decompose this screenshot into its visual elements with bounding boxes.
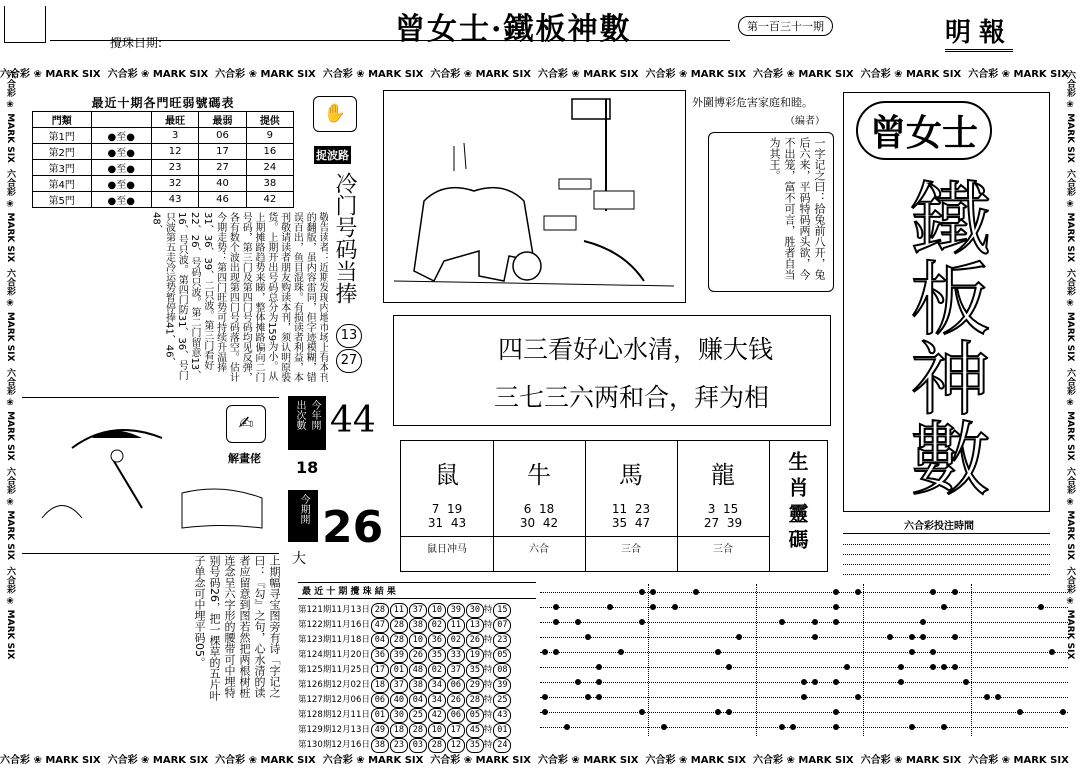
draw-date-label: 攪珠日期: [110,36,163,50]
result-ball: 01 [390,663,408,678]
dot-row [540,667,1068,669]
result-ball: 37 [409,603,427,618]
dot-row [540,712,1068,714]
result-ball: 05 [466,708,484,723]
number-dot [596,679,602,685]
special-label: 特 [483,710,493,720]
result-ball: 02 [428,618,446,633]
number-dot [639,589,645,595]
number-dot [920,619,926,625]
number-dot [855,589,861,595]
dot-row [540,607,1068,609]
number-dot [564,724,570,730]
explain-icon: ✍ [226,405,266,443]
dragon-icon: 龍 [711,461,735,489]
year-small-value: 18 [296,458,319,477]
result-ball: 34 [428,693,446,708]
cold-number-title: 冷门号码当捧 [332,172,357,304]
result-issue: 第126期12月02日 [298,680,370,690]
results-title: 最 近 十 期 攪 珠 結 果 [298,582,536,599]
number-dot [952,634,958,640]
ball-icon: ● [126,180,135,191]
dot-grid [540,584,1068,744]
ox-icon: 牛 [527,461,551,489]
special-label: 特 [483,650,493,660]
horse-icon: 馬 [619,461,643,489]
special-ball: 01 [493,723,511,738]
table-row: 第5門 ●至● 43 46 42 [33,192,294,208]
number-dot [930,664,936,670]
result-ball: 38 [371,738,389,753]
result-ball: 26 [409,648,427,663]
betting-time-title: 六合彩投注時間 [904,521,974,532]
ball-icon: ● [126,132,135,143]
special-dot [790,724,796,730]
editorial-note: 外圍博彩危害家庭和睦。 [692,96,813,109]
result-issue: 第128期12月11日 [298,710,370,720]
cold-number-2: 27 [336,349,362,373]
issue-badge: 第一百三十一期 [738,16,833,36]
result-issue: 第129期12月13日 [298,725,370,735]
result-ball: 39 [390,648,408,663]
number-dot [639,709,645,715]
special-dot [542,709,548,715]
special-dot [618,649,624,655]
zodiac-title: 生肖靈碼 [785,451,809,555]
col-header [91,112,151,128]
result-ball: 11 [390,603,408,618]
brand-logo: 明報 [945,12,1013,52]
grid-divider [971,584,972,736]
result-issue: 第124期11月20日 [298,650,370,660]
dot-row [540,727,1068,729]
cold-number-1: 13 [336,324,362,348]
ball-icon: ● [126,196,135,207]
grid-divider [756,584,757,736]
special-dot [607,604,613,610]
number-dot [650,604,656,610]
bottom-border-band: 六合彩 ❀ MARK SIX 六合彩 ❀ MARK SIX 六合彩 ❀ MARK SIX 六合彩 ❀ MARK SIX 六合彩 ❀ MARK SIX 六合彩 ❀ MARK SIX 六合彩 ❀ MARK SIX 六合彩 ❀ MARK SIX 六合彩 ❀ MARK SIX 六合彩 ❀ MARK SIX [0,755,1069,766]
number-dot [661,724,667,730]
result-ball: 30 [466,603,484,618]
number-dot [672,604,678,610]
puzzle-illustration [383,90,686,303]
number-dot [596,694,602,700]
number-dot [596,664,602,670]
dot-row [540,637,1068,639]
zodiac-cell: 龍 3 15 27 39 三合 [677,441,770,571]
number-dot [887,634,893,640]
table-row: 第4門 ●至● 32 40 38 [33,176,294,192]
number-dot [779,724,785,730]
ball-icon: ● [107,132,117,143]
col-header: 最弱 [199,112,246,128]
zodiac-box [400,440,828,572]
special-label: 特 [483,605,493,615]
zodiac-cell: 牛 6 18 30 42 六合 [493,441,586,571]
dot-row [540,592,1068,594]
number-dot [833,619,839,625]
special-label: 特 [483,680,493,690]
result-ball: 03 [409,738,427,753]
result-ball: 45 [466,723,484,738]
result-ball: 12 [447,738,465,753]
today-count-value: 26 [322,502,384,553]
brand-title: 曾女士 [856,101,992,160]
number-dot [542,694,548,700]
slogan-line-2: 三七三六两和合，拜为相 [494,383,770,412]
special-label: 特 [483,620,493,630]
catch-label: 捉波路 [314,146,351,164]
brand-block [843,92,1050,532]
notice-text: 敬告读者：近期发现内地市场上有本刊的翻版，虽内容雷同，但字迹模糊，错误百出，鱼目混珠。有损读者利益，本刊敬请读者朋友购读本刊，须认明原裝货。上期开出号码总分为159为小。从上期摊路趋势来睇，整体摊路偏向二门号码，第三门及第四门号码均见反弹，各有数个波出现第四门号码落空。估计今期走势：第四门旺势可持续升温捧31、36、39、二只波。第三门看好22、26、号码只波。第二门留意13、16、号只波。第四门防31、36、号门只波第五走冷运势暂停捧41、46、48、 [150,212,328,382]
number-dot [1060,709,1066,715]
ball-icon: ● [107,180,117,191]
today-count-label: 今期開 [288,490,318,542]
zodiac-cell: 馬 11 23 35 47 三合 [585,441,678,571]
dot-grid-inner [540,584,1068,744]
zodiac-cell: 鼠 7 19 31 43 鼠日冲马 [401,441,494,571]
table-row: 第2門 ●至● 12 17 16 [33,144,294,160]
ball-icon: ● [126,164,135,175]
number-dot [575,679,581,685]
slogan-box [393,315,831,426]
result-issue: 第125期11月25日 [298,665,370,675]
special-ball: 39 [493,678,511,693]
slogan-line-1: 四三看好心水清，赚大钱 [498,335,774,364]
number-dot [909,649,915,655]
result-ball: 35 [428,648,446,663]
result-issue: 第122期11月16日 [298,620,370,630]
result-ball: 36 [371,648,389,663]
result-ball: 23 [390,738,408,753]
result-ball: 49 [371,723,389,738]
number-dot [726,709,732,715]
number-dot [984,694,990,700]
right-border-band: 六合彩 ❀ MARK SIX 六合彩 ❀ MARK SIX 六合彩 ❀ MARK SIX 六合彩 ❀ MARK SIX 六合彩 ❀ MARK SIX 六合彩 ❀ MARK SIX [1065,70,1075,660]
number-dot [553,619,559,625]
number-dot [650,589,656,595]
number-dot [833,724,839,730]
result-ball: 40 [390,693,408,708]
dot-row [540,622,1068,624]
result-row [298,618,536,633]
number-dot [930,649,936,655]
top-border-band: 六合彩 ❀ MARK SIX 六合彩 ❀ MARK SIX 六合彩 ❀ MARK SIX 六合彩 ❀ MARK SIX 六合彩 ❀ MARK SIX 六合彩 ❀ MARK SIX 六合彩 ❀ MARK SIX 六合彩 ❀ MARK SIX 六合彩 ❀ MARK SIX 六合彩 ❀ MARK SIX [0,69,1069,80]
number-dot [898,664,904,670]
special-dot [995,694,1001,700]
result-ball: 06 [447,678,465,693]
special-ball: 25 [493,693,511,708]
ball-icon: ● [107,148,117,159]
number-dot [844,664,850,670]
year-count-label: 今年開 出次數 [288,396,326,450]
stats-table [32,111,294,208]
col-header: 門類 [33,112,92,128]
result-ball: 25 [409,708,427,723]
result-ball: 04 [409,693,427,708]
special-ball: 43 [493,708,511,723]
result-row [298,708,536,723]
result-row [298,603,536,618]
result-ball: 17 [447,723,465,738]
col-header: 提供 [246,112,293,128]
result-ball: 10 [428,603,446,618]
result-ball: 28 [390,633,408,648]
ball-icon: ● [107,164,117,175]
result-ball: 02 [428,663,446,678]
header-bar [0,0,1080,50]
result-ball: 18 [390,723,408,738]
bear-scene-illustration [384,91,684,301]
grid-divider [863,584,864,736]
number-dot [941,724,947,730]
special-ball: 15 [493,603,511,618]
ball-icon: ● [107,196,117,207]
grid-divider [648,584,649,736]
result-ball: 11 [447,618,465,633]
betting-info-lines [843,533,1050,578]
special-ball: 24 [493,738,511,753]
poem-text: 一字记之曰：拾兔前八开，兔后六来，平码特码两头欲，今不出笼，富不可言，胜者自当为其王。 [768,137,826,280]
result-ball: 01 [371,708,389,723]
explain-label: 解畫佬 [228,452,261,465]
number-dot [941,604,947,610]
number-dot [952,589,958,595]
explain-text: 上期幅寻宝图旁有诗「字记之曰：『勾』之句，心水清的读者应留意到图若然把两根树桩连念呈六字形的腰带可中埋特别号码26，把一棵草的五片叶子单念可中埋平码05。 [193,555,281,701]
number-dot [726,664,732,670]
special-dot [693,589,699,595]
number-dot [801,694,807,700]
result-row [298,678,536,693]
year-count-value: 44 [330,400,376,441]
result-ball: 37 [447,663,465,678]
result-ball: 42 [428,708,446,723]
number-dot [898,679,904,685]
result-ball: 26 [447,693,465,708]
result-row [298,633,536,648]
number-dot [553,604,559,610]
table-row: 第1門 ●至● 3 06 9 [33,128,294,144]
results-panel [298,582,536,753]
result-ball: 28 [466,693,484,708]
result-issue: 第127期12月06日 [298,695,370,705]
result-row [298,648,536,663]
result-ball: 38 [409,678,427,693]
result-ball: 36 [428,633,446,648]
result-ball: 34 [428,678,446,693]
result-ball: 26 [466,633,484,648]
result-ball: 18 [371,678,389,693]
editorial-signature: （编者） [785,116,825,127]
result-ball: 28 [428,738,446,753]
catch-icon: ✋ [313,96,357,132]
special-dot [801,679,807,685]
result-ball: 04 [371,633,389,648]
number-dot [1017,709,1023,715]
special-ball: 05 [493,648,511,663]
result-issue: 第123期11月18日 [298,635,370,645]
stats-panel [32,94,294,208]
result-ball: 02 [447,633,465,648]
result-ball: 28 [371,603,389,618]
result-ball: 48 [409,663,427,678]
result-row [298,738,536,753]
number-dot [585,694,591,700]
result-ball: 47 [371,618,389,633]
number-dot [920,634,926,640]
number-dot [1038,604,1044,610]
result-ball: 39 [447,603,465,618]
number-dot [833,679,839,685]
result-issue: 第130期12月16日 [298,740,370,750]
result-ball: 29 [466,678,484,693]
number-dot [715,709,721,715]
result-row [298,723,536,738]
special-dot [585,634,591,640]
stats-title: 最近十期各門旺弱號碼表 [91,96,235,110]
result-ball: 06 [447,708,465,723]
result-ball: 35 [466,738,484,753]
result-row [298,693,536,708]
special-label: 特 [483,665,493,675]
col-header: 最旺 [151,112,198,128]
number-dot [833,604,839,610]
result-ball: 19 [466,648,484,663]
result-issue: 第121期11月13日 [298,605,370,615]
page-title: 曾女士·鐵板神數 [395,12,632,47]
result-ball: 10 [409,633,427,648]
number-dot [542,649,548,655]
result-ball: 30 [390,708,408,723]
poem-scroll [708,132,834,292]
number-dot [930,589,936,595]
number-dot [715,649,721,655]
special-ball: 07 [493,618,511,633]
special-dot [779,619,785,625]
result-ball: 35 [466,663,484,678]
number-dot [812,679,818,685]
number-dot [909,634,915,640]
special-ball: 23 [493,633,511,648]
brand-subtitle: 鐵板神數 [897,177,990,497]
result-ball: 33 [447,648,465,663]
table-row: 第3門 ●至● 23 27 24 [33,160,294,176]
result-ball: 06 [371,693,389,708]
today-size: 大 [292,551,306,567]
result-ball: 10 [428,723,446,738]
results-rows [298,603,536,753]
special-dot [952,664,958,670]
number-dot [553,649,559,655]
number-dot [941,664,947,670]
result-ball: 28 [409,723,427,738]
result-ball: 37 [390,678,408,693]
rat-icon: 鼠 [435,461,459,489]
special-ball: 08 [493,663,511,678]
result-ball: 38 [409,618,427,633]
number-dot [639,619,645,625]
number-dot [833,589,839,595]
number-dot [963,679,969,685]
ball-icon: ● [126,148,135,159]
left-border-band: 六合彩 ❀ MARK SIX 六合彩 ❀ MARK SIX 六合彩 ❀ MARK SIX 六合彩 ❀ MARK SIX 六合彩 ❀ MARK SIX 六合彩 ❀ MARK SIX [5,70,15,660]
result-ball: 13 [466,618,484,633]
number-dot [812,634,818,640]
result-ball: 17 [371,663,389,678]
number-dot [833,709,839,715]
special-label: 特 [483,635,493,645]
special-label: 特 [483,740,493,750]
corner-tab [4,6,46,43]
number-dot [909,724,915,730]
number-dot [855,694,861,700]
number-dot [575,619,581,625]
result-row [298,663,536,678]
number-dot [736,634,742,640]
result-ball: 28 [390,618,408,633]
special-label: 特 [483,695,493,705]
special-label: 特 [483,725,493,735]
number-dot [1049,649,1055,655]
number-dot [812,619,818,625]
